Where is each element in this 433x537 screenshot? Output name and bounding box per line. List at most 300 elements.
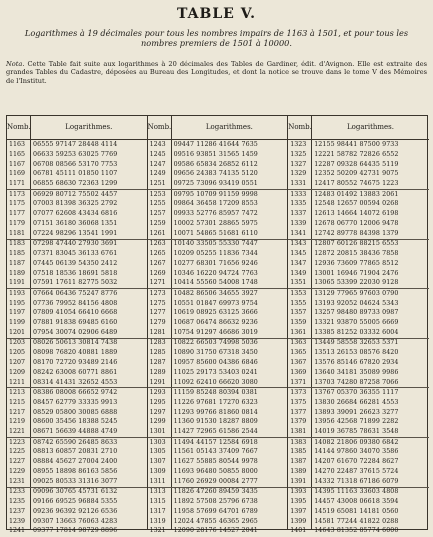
table-row (288, 388, 429, 398)
table-row (7, 289, 147, 299)
number-cell: 1381 (290, 428, 307, 436)
number-cell: 1249 (149, 170, 166, 178)
logarithm-cell: 14019 36785 78631 3548 (314, 428, 399, 436)
logarithm-cell: 09795 10709 91159 9998 (173, 190, 258, 198)
table-row (288, 209, 429, 219)
logarithm-cell: 06855 68630 72363 1299 (33, 180, 118, 188)
number-cell: 1335 (290, 200, 307, 208)
logarithm-cell: 10957 85600 04386 6846 (173, 359, 258, 366)
table-row (7, 388, 147, 398)
number-cell: 1217 (9, 408, 26, 416)
number-cell: 1247 (149, 160, 166, 168)
table-row (288, 179, 429, 189)
number-cell: 1227 (9, 458, 26, 466)
logarithm-cell: 10277 68301 71656 9246 (173, 259, 258, 267)
table-row (148, 289, 288, 299)
number-cell: 1241 (9, 527, 26, 535)
table-row (148, 497, 288, 507)
table-row (288, 338, 429, 348)
table-row (7, 249, 147, 259)
page-title: TABLE V. (176, 6, 257, 22)
logarithm-cell: 08242 63008 60771 8861 (33, 368, 118, 376)
logarithm-cell: 09933 52776 85957 7472 (173, 210, 258, 218)
logarithm-cell: 10002 57301 28865 5975 (173, 220, 258, 227)
table-row (7, 517, 147, 527)
table-row (7, 239, 147, 249)
logarithm-cell: 09025 80533 31316 3077 (33, 477, 118, 485)
number-cell: 1323 (290, 141, 307, 148)
logarithm-cell: 14519 65081 14181 0560 (314, 507, 399, 515)
table-row (7, 269, 147, 279)
number-cell: 1301 (149, 428, 166, 436)
table-row (288, 229, 429, 239)
table-row (148, 467, 288, 477)
number-cell: 1267 (149, 259, 166, 267)
table-row (148, 378, 288, 388)
table-row (7, 219, 147, 229)
number-cell: 1179 (9, 220, 26, 227)
number-cell: 1163 (9, 141, 26, 148)
number-cell: 1353 (290, 289, 307, 297)
number-cell: 1375 (290, 398, 307, 406)
number-cell: 1215 (9, 398, 26, 406)
table-row (7, 368, 147, 378)
logarithm-cell: 12807 60126 88215 6553 (314, 240, 399, 248)
logarithm-cell: 07077 62608 43434 6816 (33, 210, 118, 218)
number-cell: 1345 (290, 250, 307, 257)
logarithm-cell: 13640 34181 35089 9986 (314, 368, 399, 376)
header-nomb: Nomb. (148, 116, 172, 139)
table-row (288, 457, 429, 467)
number-cell: 1175 (9, 200, 26, 208)
number-cell: 1329 (290, 170, 307, 178)
number-cell: 1343 (290, 240, 307, 248)
table-row (7, 457, 147, 467)
logarithm-cell: 11958 57699 64701 6789 (173, 507, 258, 515)
logarithm-cell: 10890 31750 67318 3450 (173, 349, 258, 357)
logarithm-cell: 10140 33505 55330 7447 (173, 240, 258, 248)
logarithm-cell: 08026 50613 30814 7438 (33, 339, 118, 347)
number-cell: 1235 (9, 498, 26, 505)
number-cell: 1223 (9, 438, 26, 446)
table-row (288, 368, 429, 378)
logarithm-cell: 06633 59253 63025 7769 (33, 150, 118, 158)
table-row (7, 378, 147, 388)
table-row (7, 408, 147, 418)
number-cell: 1311 (149, 477, 166, 485)
logarithm-cell: 11494 44157 12584 6918 (173, 438, 258, 446)
table-row (288, 378, 429, 388)
table-row (288, 269, 429, 279)
table-row (148, 348, 288, 358)
number-cell: 1349 (290, 269, 307, 277)
logarithm-cell: 13893 39091 26623 3277 (314, 408, 399, 416)
table-row (7, 338, 147, 348)
number-cell: 1189 (9, 269, 26, 277)
number-cell: 1285 (149, 349, 166, 357)
logarithm-cell: 07518 18536 18691 5818 (33, 269, 118, 277)
number-cell: 1261 (149, 229, 166, 237)
table-row (288, 398, 429, 408)
table-row (148, 358, 288, 368)
number-cell: 1207 (9, 359, 26, 366)
table-row (148, 160, 288, 170)
logarithm-cell: 13956 42568 71899 2282 (314, 418, 399, 426)
logarithm-cell: 11427 72965 61586 2544 (173, 428, 258, 436)
logarithm-cell: 07736 79952 84156 4808 (33, 299, 118, 307)
table-row (148, 487, 288, 497)
logarithm-cell: 09656 24383 74135 5120 (173, 170, 258, 178)
table-row (288, 239, 429, 249)
table-row (7, 169, 147, 179)
number-cell: 1333 (290, 190, 307, 198)
number-cell: 1331 (290, 180, 307, 188)
logarithm-cell: 13129 77965 97603 0790 (314, 289, 399, 297)
logarithm-cell: 13830 26684 66281 4553 (314, 398, 399, 406)
number-cell: 1391 (290, 477, 307, 485)
number-cell: 1341 (290, 229, 307, 237)
logarithm-cell: 07591 17611 82775 5032 (33, 279, 118, 287)
logarithm-cell: 07809 41054 66410 6668 (33, 309, 118, 317)
table-row (288, 219, 429, 229)
table-row (7, 417, 147, 427)
number-cell: 1173 (9, 190, 26, 198)
table-row (288, 507, 429, 517)
logarithm-cell: 11226 97681 17270 6323 (173, 398, 258, 406)
number-cell: 1389 (290, 468, 307, 475)
table-row (7, 199, 147, 209)
logarithm-cell: 13576 85146 67820 2934 (314, 359, 399, 366)
table-row (288, 259, 429, 269)
table-row (288, 438, 429, 448)
number-cell: 1177 (9, 210, 26, 218)
table-row (288, 417, 429, 427)
logarithm-cell: 12872 20815 38436 7858 (314, 250, 399, 257)
number-cell: 1399 (290, 517, 307, 525)
logarithm-cell: 14457 43008 06618 3594 (314, 498, 399, 505)
number-cell: 1303 (149, 438, 166, 446)
table-row (7, 526, 147, 536)
number-cell: 1273 (149, 289, 166, 297)
logarithm-cell: 13001 16946 71904 2476 (314, 269, 399, 277)
number-cell: 1313 (149, 488, 166, 496)
number-cell: 1361 (290, 329, 307, 336)
logarithm-cell: 10687 06474 86632 9236 (173, 319, 258, 327)
table-row (7, 427, 147, 437)
number-cell: 1401 (290, 527, 307, 535)
table-row (148, 140, 288, 150)
logarithm-cell: 12287 09328 64435 5119 (314, 160, 399, 168)
number-cell: 1283 (149, 339, 166, 347)
number-cell: 1385 (290, 448, 307, 456)
logarithm-cell: 13513 26153 08576 8420 (314, 349, 399, 357)
logarithm-cell: 07298 47440 27930 3691 (33, 240, 118, 248)
number-cell: 1205 (9, 349, 26, 357)
logarithm-cell: 10209 05255 11836 7344 (173, 250, 258, 257)
logarithm-cell: 07954 30074 02906 6489 (33, 329, 118, 336)
table-row (288, 467, 429, 477)
table-row (148, 507, 288, 517)
number-cell: 1197 (9, 309, 26, 317)
number-cell: 1383 (290, 438, 307, 446)
number-cell: 1225 (9, 448, 26, 456)
number-cell: 1269 (149, 269, 166, 277)
table-row (148, 169, 288, 179)
logarithm-cell: 10619 08925 63125 3666 (173, 309, 258, 317)
number-cell: 1211 (9, 378, 26, 386)
logarithm-cell: 11892 57508 25796 6738 (173, 498, 258, 505)
number-cell: 1387 (290, 458, 307, 466)
number-cell: 1367 (290, 359, 307, 366)
table-row (288, 358, 429, 368)
table-row (7, 328, 147, 338)
number-cell: 1289 (149, 368, 166, 376)
logarithm-cell: 14643 81352 85774 6000 (314, 527, 399, 535)
table-row (148, 179, 288, 189)
table-row (288, 348, 429, 358)
number-cell: 1271 (149, 279, 166, 287)
number-cell: 1201 (9, 329, 26, 336)
table-row (148, 229, 288, 239)
logarithm-cell: 14207 61670 72284 8627 (314, 458, 399, 466)
logarithm-cell: 13385 81252 03332 6004 (314, 329, 399, 336)
table-row (288, 308, 429, 318)
number-cell: 1187 (9, 259, 26, 267)
number-cell: 1169 (9, 170, 26, 178)
logarithm-cell: 06708 08566 53170 7753 (33, 160, 118, 168)
number-cell: 1253 (149, 190, 166, 198)
table-row (288, 517, 429, 527)
logarithm-cell: 09586 65834 26852 6112 (173, 160, 258, 168)
number-cell: 1191 (9, 279, 26, 287)
table-row (148, 526, 288, 536)
logarithm-cell: 10551 01847 69973 9754 (173, 299, 258, 307)
table-row (148, 209, 288, 219)
logarithm-cell: 13767 05370 36355 1117 (314, 389, 399, 396)
number-cell: 1219 (9, 418, 26, 426)
table-row (7, 467, 147, 477)
header-nomb: Nomb. (288, 116, 312, 139)
table-row (7, 229, 147, 239)
table-row (7, 160, 147, 170)
number-cell: 1317 (149, 507, 166, 515)
table-row (7, 150, 147, 160)
table-row (288, 289, 429, 299)
logarithm-cell: 09447 11286 41644 7635 (173, 141, 258, 148)
logarithm-cell: 08600 35456 18388 5245 (33, 418, 118, 426)
logarithm-cell: 10346 16220 94724 7763 (173, 269, 258, 277)
number-cell: 1213 (9, 389, 26, 396)
table-row (148, 447, 288, 457)
table-row (7, 398, 147, 408)
table-row (148, 308, 288, 318)
table-row (148, 199, 288, 209)
logarithm-cell: 13703 74280 87258 7066 (314, 378, 399, 386)
number-cell: 1229 (9, 468, 26, 475)
column-group-3 (288, 116, 429, 535)
table-row (288, 408, 429, 418)
logarithm-cell: 08884 45627 27004 2400 (33, 458, 118, 466)
logarithm-cell: 14270 22487 37615 5724 (314, 468, 399, 475)
table-row (148, 150, 288, 160)
table-row (148, 259, 288, 269)
table-row (288, 487, 429, 497)
logarithm-cell: 11293 99766 81860 0814 (173, 408, 258, 416)
logarithm-cell: 12483 01492 13883 2061 (314, 190, 399, 198)
logarithm-cell: 07371 83045 36133 6761 (33, 250, 118, 257)
table-row (288, 150, 429, 160)
number-cell: 1369 (290, 368, 307, 376)
column-body (148, 140, 288, 535)
logarithm-cell: 12678 06770 12006 9478 (314, 220, 399, 227)
table-row (288, 318, 429, 328)
logarithm-cell: 10822 66503 74998 5036 (173, 339, 258, 347)
table-row (7, 299, 147, 309)
note-text: Cette Table fait suite aux logarithmes à 20 décimales des Tables de Gardiner, édit. d'Avignon. Elle est extraite des grandes Tables du Cadastre, déposées au Bureau des Longitudes, et dont la notice se trouve dans le tome V des Mémoires de l'Institut. (6, 60, 427, 85)
number-cell: 1279 (149, 319, 166, 327)
table-row (7, 209, 147, 219)
table-row (7, 190, 147, 200)
logarithm-cell: 12613 14664 14072 6198 (314, 210, 399, 218)
logarithm-cell: 11360 91530 18287 8809 (173, 418, 258, 426)
logarithm-cell: 08671 56639 44888 4749 (33, 428, 118, 436)
number-cell: 1265 (149, 250, 166, 257)
table-row (288, 299, 429, 309)
number-cell: 1357 (290, 309, 307, 317)
logarithm-cell: 07881 91838 69485 6160 (33, 319, 118, 327)
logarithm-cell: 13065 53399 22030 9128 (314, 279, 399, 287)
logarithm-cell: 11826 47260 89459 3435 (173, 488, 258, 496)
logarithm-cell: 09725 73096 93419 0551 (173, 180, 258, 188)
number-cell: 1355 (290, 299, 307, 307)
page-subtitle: Logarithmes à 19 décimales pour tous les nombres impairs de 1163 à 1501, et pour tous les nombres premiers de 1501 à 10000. (24, 28, 409, 48)
logarithm-cell: 09377 17814 98729 8896 (33, 527, 118, 535)
logarithm-cell: 10414 55560 54008 1748 (173, 279, 258, 287)
logarithm-cell: 08813 60857 20831 2710 (33, 448, 118, 456)
logarithm-cell: 13449 58558 32653 5371 (314, 339, 399, 347)
number-cell: 1243 (149, 141, 166, 148)
number-cell: 1263 (149, 240, 166, 248)
number-cell: 1337 (290, 210, 307, 218)
table-row (288, 140, 429, 150)
number-cell: 1221 (9, 428, 26, 436)
table-row (288, 477, 429, 487)
logarithm-cell: 07003 81398 36325 2792 (33, 200, 118, 208)
table-row (7, 447, 147, 457)
table-row (288, 199, 429, 209)
logarithm-cell: 07224 98296 13541 1991 (33, 229, 118, 237)
number-cell: 1231 (9, 477, 26, 485)
table-row (148, 190, 288, 200)
logarithm-cell: 12090 28176 14527 2041 (173, 527, 258, 535)
number-cell: 1257 (149, 210, 166, 218)
number-cell: 1297 (149, 408, 166, 416)
table-row (148, 219, 288, 229)
table-row (148, 388, 288, 398)
logarithm-cell: 08098 76820 40881 1889 (33, 349, 118, 357)
table-row (148, 408, 288, 418)
number-cell: 1255 (149, 200, 166, 208)
table-row (7, 358, 147, 368)
logarithm-cell: 13257 98480 89733 0987 (314, 309, 399, 317)
number-cell: 1195 (9, 299, 26, 307)
number-cell: 1259 (149, 220, 166, 227)
table-row (288, 278, 429, 288)
column-group-1 (7, 116, 148, 535)
logarithm-table (6, 115, 428, 535)
number-cell: 1239 (9, 517, 26, 525)
number-cell: 1245 (149, 150, 166, 158)
logarithm-cell: 09864 36458 17209 8553 (173, 200, 258, 208)
table-row (148, 477, 288, 487)
logarithm-cell: 08529 05800 30085 6888 (33, 408, 118, 416)
column-group-2 (147, 116, 289, 535)
table-row (148, 457, 288, 467)
number-cell: 1397 (290, 507, 307, 515)
logarithm-cell: 10071 54865 51681 6110 (173, 229, 258, 237)
table-row (7, 308, 147, 318)
table-row (148, 417, 288, 427)
logarithm-cell: 11092 62410 66620 3080 (173, 378, 258, 386)
table-row (7, 140, 147, 150)
table-row (7, 487, 147, 497)
logarithm-cell: 14581 77244 41822 0288 (314, 517, 399, 525)
logarithm-cell: 11760 26929 00084 2777 (173, 477, 258, 485)
logarithm-cell: 12155 98441 87500 9733 (314, 141, 399, 148)
number-cell: 1319 (149, 517, 166, 525)
number-cell: 1199 (9, 319, 26, 327)
logarithm-cell: 14332 71318 67186 6079 (314, 477, 399, 485)
number-cell: 1167 (9, 160, 26, 168)
table-row (288, 497, 429, 507)
table-row (288, 249, 429, 259)
table-row (7, 318, 147, 328)
logarithm-cell: 12024 47855 46365 2965 (173, 517, 258, 525)
number-cell: 1371 (290, 378, 307, 386)
header-logarithmes: Logarithmes. (346, 123, 394, 131)
number-cell: 1327 (290, 160, 307, 168)
number-cell: 1315 (149, 498, 166, 505)
table-row (148, 438, 288, 448)
logarithm-cell: 09307 13663 76063 4283 (33, 517, 118, 525)
number-cell: 1291 (149, 378, 166, 386)
number-cell: 1305 (149, 448, 166, 456)
table-row (7, 507, 147, 517)
logarithm-cell: 14395 11163 33603 4808 (314, 488, 399, 496)
number-cell: 1373 (290, 389, 307, 396)
number-cell: 1287 (149, 359, 166, 366)
logarithm-cell: 14144 97860 34070 3586 (314, 448, 399, 456)
number-cell: 1339 (290, 220, 307, 227)
logarithm-cell: 12742 89778 84398 1379 (314, 229, 399, 237)
number-cell: 1185 (9, 250, 26, 257)
number-cell: 1377 (290, 408, 307, 416)
number-cell: 1183 (9, 240, 26, 248)
number-cell: 1393 (290, 488, 307, 496)
table-row (148, 338, 288, 348)
number-cell: 1359 (290, 319, 307, 327)
logarithm-cell: 06929 80712 75502 4457 (33, 190, 118, 198)
header-logarithmes: Logarithmes. (65, 123, 113, 131)
table-row (7, 497, 147, 507)
number-cell: 1363 (290, 339, 307, 347)
logarithm-cell: 08742 65590 26485 8633 (33, 438, 118, 446)
logarithm-cell: 11025 29173 53403 0241 (173, 368, 258, 376)
number-cell: 1295 (149, 398, 166, 406)
table-row (148, 368, 288, 378)
column-header (288, 116, 429, 140)
number-cell: 1277 (149, 309, 166, 317)
